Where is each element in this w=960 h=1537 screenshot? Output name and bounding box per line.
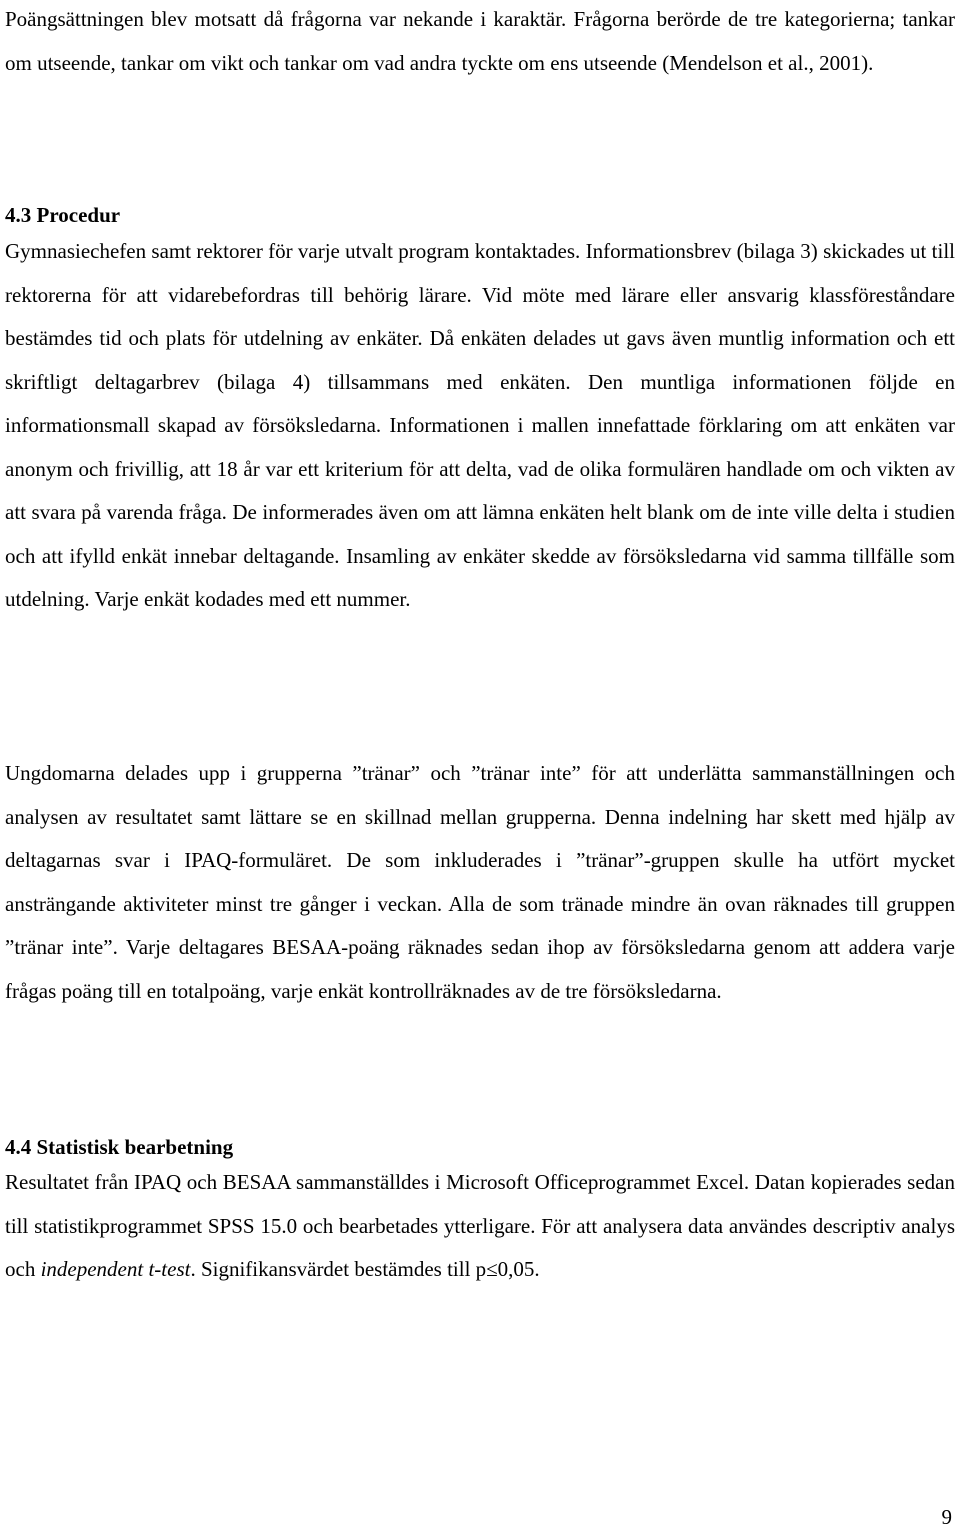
statistik-text-start: Resultatet från IPAQ och BESAA sammanställdes i Microsoft Officeprogrammet Excel. Datan kopierades sedan till statistikprogrammet SPSS 15.0 och bearbetades ytterligare. För att analysera data användes descriptiv analys och bbox=[5, 1170, 955, 1281]
procedur-paragraph-grouping: Ungdomarna delades upp i grupperna ”tränar” och ”tränar inte” för att underlätta sammanställningen och analysen av resultatet samt lättare se en skillnad mellan grupperna. Denna indelning har skett med hjälp av deltagarnas svar i IPAQ-formuläret. De som inkluderades i ”tränar”-gruppen skulle ha utfört mycket ansträngande aktiviteter minst tre gånger i veckan. Alla de som tränade mindre än ovan räknades till gruppen ”tränar inte”. Varje deltagares BESAA-poäng räknades sedan ihop av försöksledarna genom att addera varje frågas poäng till en totalpoäng, varje enkät kontrollräknades av de tre försöksledarna. bbox=[5, 761, 955, 1003]
intro-paragraph: Poängsättningen blev motsatt då frågorna var nekande i karaktär. Frågorna berörde de tre kategorierna; tankar om utseende, tankar om vikt och tankar om vad andra tyckte om ens utseende (Mendelson et al., 2001). bbox=[5, 7, 955, 75]
heading-procedur: 4.3 Procedur bbox=[5, 203, 121, 227]
page-number: 9 bbox=[941, 1505, 952, 1529]
statistik-paragraph bbox=[5, 1161, 955, 1292]
procedur-paragraph: Gymnasiechefen samt rektorer för varje utvalt program kontaktades. Informationsbrev (bilaga 3) skickades ut till rektorerna för att vidarebefordras till behörig lärare. Vid möte med lärare eller ansvarig klassföreståndare bestämdes tid och plats för utdelning av enkäter. Då enkäten delades ut gavs även muntlig information och ett skriftligt deltagarbrev (bilaga 4) tillsammans med enkäten. Den muntliga informationen följde en informationsmall skapad av försöksledarna. Informationen i mallen innefattade förklaring om att enkäten var anonym och frivillig, att 18 år var ett kriterium för att delta, vad de olika formulären handlade om och vikten av att svara på varenda fråga. De informerades även om att lämna enkäten helt blank om de inte ville delta i studien och att ifylld enkät innebar deltagande. Insamling av enkäter skedde av försöksledarna vid samma tillfälle som utdelning. Varje enkät kodades med ett nummer. bbox=[5, 239, 955, 611]
statistik-text-italic: independent t-test bbox=[40, 1257, 191, 1281]
statistik-text-end: . Signifikansvärdet bestämdes till p≤0,05. bbox=[190, 1257, 540, 1281]
heading-statistisk-bearbetning: 4.4 Statistisk bearbetning bbox=[5, 1135, 234, 1159]
